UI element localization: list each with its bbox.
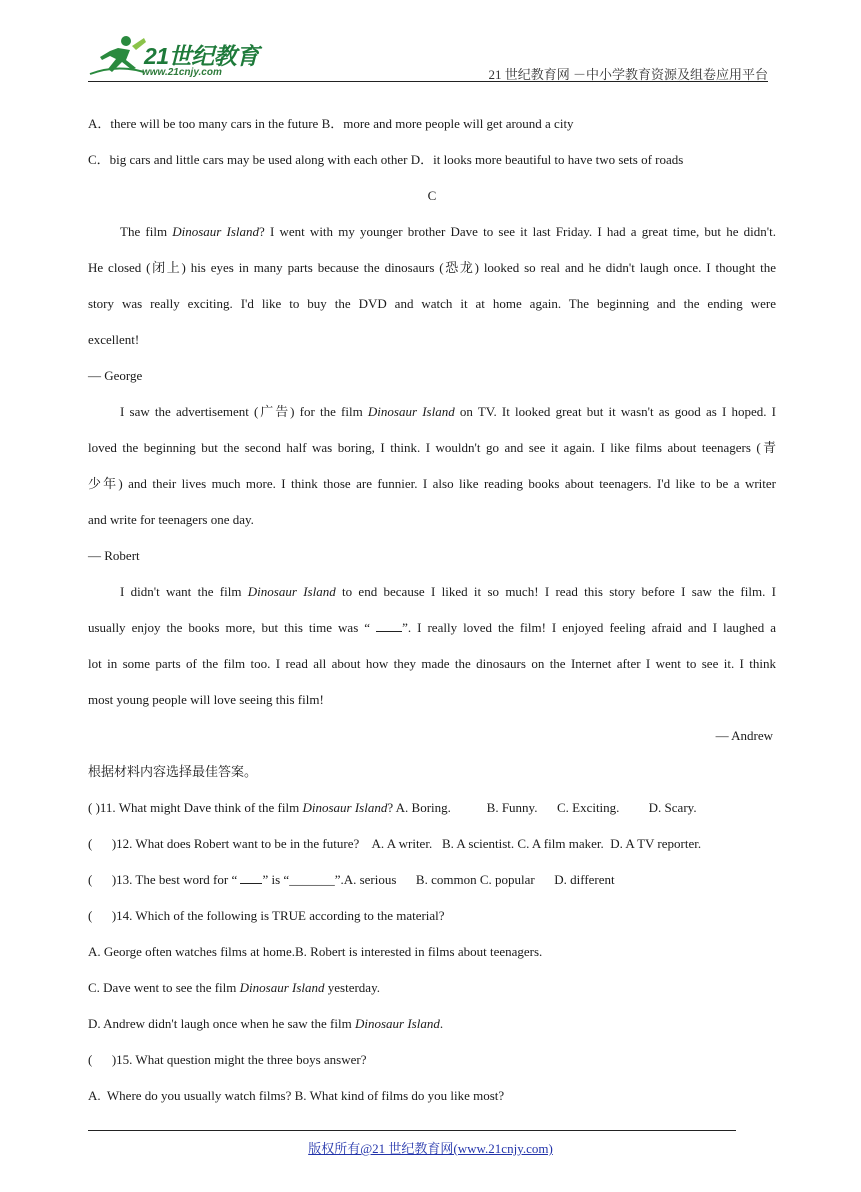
film-title: Dinosaur Island [247,584,336,599]
andrew-line-2: usually enjoy the books more, but this time was “ ”. I really loved the film! I enjoyed feeling afraid and I laughed a [88,620,777,635]
question-15-options: A. Where do you usually watch films? B. What kind of films do you like most? [88,1088,505,1103]
instruction: 根据材料内容选择最佳答案。 [88,764,258,779]
site-logo[interactable] [88,34,288,80]
site-name: 21 世纪教育网 －中小学教育资源及组卷应用平台 [488,67,768,82]
prev-options-line-2: C．big cars and little cars may be used along with each other D．it looks more beautiful to have two sets of roads [88,152,684,167]
copyright-link[interactable]: 版权所有@21 世纪教育网(www.21cnjy.com) [308,1141,553,1156]
question-12: ( )12. What does Robert want to be in the future? A. A writer. B. A scientist. C. A film maker. D. A TV reporter. [88,836,702,851]
question-15: ( )15. What question might the three boys answer? [88,1052,367,1067]
question-13: ( )13. The best word for “ ” is “_______”.A. serious B. common C. popular D. different [88,872,615,887]
george-line-3: story was really exciting. I'd like to buy the DVD and watch it at home again. The beginning and the ending were [88,296,776,311]
andrew-line-1: I didn't want the film Dinosaur Island to end because I liked it so much! I read this story before I saw the film. I [120,584,776,599]
question-14-options-ab: A. George often watches films at home.B. Robert is interested in films about teenagers. [88,944,543,959]
robert-line-4: and write for teenagers one day. [88,512,254,527]
andrew-line-3: lot in some parts of the film too. I read all about how they made the dinosaurs on the Internet after I went to see it. I think [88,656,776,671]
film-title: Dinosaur Island [367,404,455,419]
robert-line-3: 少年) and their lives much more. I think those are funnier. I also like reading books about teenagers. I'd like to be a writer [88,476,776,491]
question-14: ( )14. Which of the following is TRUE according to the material? [88,908,445,923]
george-line-2: He closed (闭上) his eyes in many parts because the dinosaurs (恐龙) looked so real and he didn't laugh once. I thought the [88,260,776,275]
section-label: C [427,188,437,203]
logo-url: www.21cnjy.com [142,67,222,78]
answer-blank [240,872,262,884]
robert-line-1: I saw the advertisement (广告) for the film Dinosaur Island on TV. It looked great but it wasn't as good as I hoped. I [120,404,776,419]
andrew-line-4: most young people will love seeing this film! [88,692,324,707]
question-14-option-d: D. Andrew didn't laugh once when he saw the film Dinosaur Island. [88,1016,444,1031]
robert-line-2: loved the beginning but the second half was boring, I think. I wouldn't go and see it again. I like films about teenagers (青 [88,440,776,455]
george-signature: — George [88,368,143,383]
question-11: ( )11. What might Dave think of the film Dinosaur Island? A. Boring. B. Funny. C. Exciting. D. Scary. [88,800,697,815]
robert-signature: — Robert [88,548,140,563]
footer-divider [88,1130,736,1131]
prev-options-line-1: A．there will be too many cars in the future B．more and more people will get around a city [88,116,574,131]
george-line-4: excellent! [88,332,140,347]
header-divider [88,81,768,82]
film-title: Dinosaur Island [172,224,260,239]
film-title: Dinosaur Island [239,980,325,995]
question-14-option-c: C. Dave went to see the film Dinosaur Island yesterday. [88,980,380,995]
logo-text: 21世纪教育 [144,43,259,69]
andrew-signature: — Andrew [715,728,773,743]
george-line-1: The film Dinosaur Island? I went with my younger brother Dave to see it last Friday. I had a great time, but he didn't. [120,224,776,239]
film-title: Dinosaur Island [354,1016,440,1031]
answer-blank [376,620,402,632]
film-title: Dinosaur Island [302,800,388,815]
runner-logo-icon [88,34,148,80]
page-header [88,30,768,84]
